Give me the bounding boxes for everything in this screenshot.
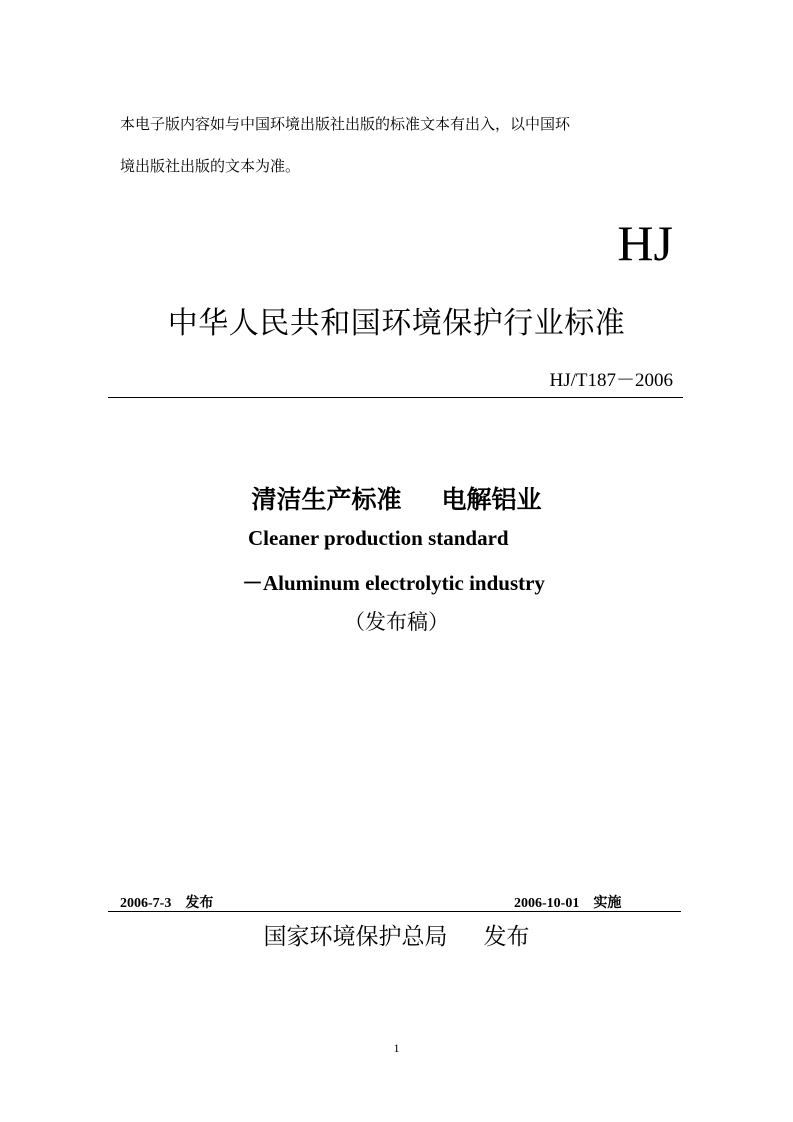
document-title-cn [0, 480, 793, 516]
draft-label: （发布稿） [344, 610, 449, 634]
disclaimer-notice [120, 103, 680, 187]
effective-date: 2006-10-01 [514, 896, 580, 911]
issuer-line [0, 918, 793, 951]
document-title-en-line-2: －Aluminum electrolytic industry [242, 571, 545, 595]
standard-code: HJ/T187－2006 [549, 370, 673, 391]
page-number: 1 [393, 1041, 400, 1055]
disclaimer-line-2: 境出版社出版的文本为准。 [120, 157, 301, 175]
effective-date-block [514, 892, 621, 912]
top-divider [108, 397, 683, 398]
disclaimer-line-1: 本电子版内容如与中国环境出版社出版的标准文本有出入，以中国环 [120, 115, 571, 133]
release-date: 2006-7-3 [120, 896, 172, 911]
title-cn-part-1: 清洁生产标准 [251, 485, 402, 514]
document-title-en-line-1: Cleaner production standard [248, 526, 509, 550]
standard-type-title: 中华人民共和国环境保护行业标准 [167, 306, 626, 341]
issuer-name: 国家环境保护总局 [263, 924, 448, 950]
release-label: 发布 [185, 895, 214, 911]
title-cn-part-2: 电解铝业 [441, 485, 542, 514]
release-date-block [120, 892, 213, 912]
issuer-action: 发布 [483, 924, 530, 950]
effective-label: 实施 [593, 895, 622, 911]
standard-mark: HJ [617, 215, 673, 271]
bottom-divider [108, 911, 681, 912]
